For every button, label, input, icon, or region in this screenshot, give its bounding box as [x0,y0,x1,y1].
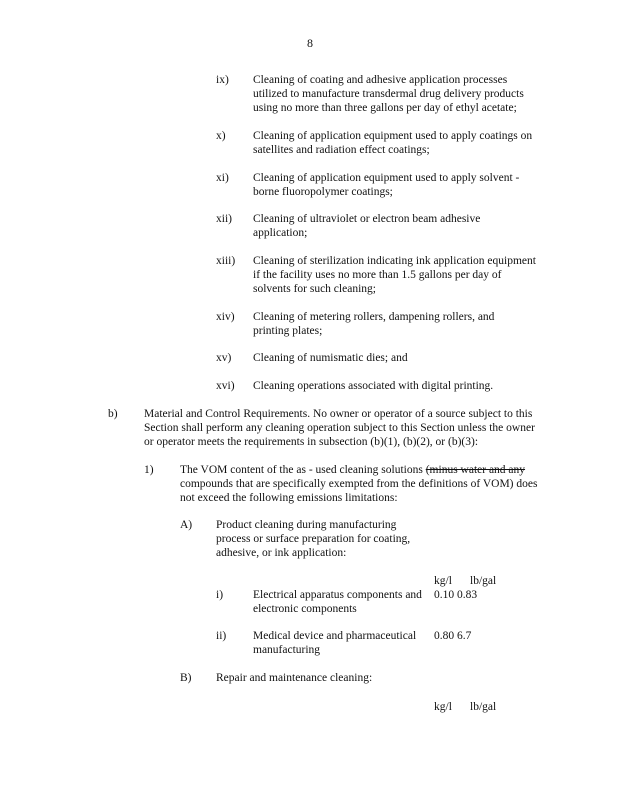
limit-row-kg: 0.80 [434,630,455,642]
list-item-number: x) [216,130,226,142]
limit-row-number: i) [216,589,224,601]
list-item-text: Cleaning of numismatic dies; and [253,352,408,364]
list-item-number: xii) [216,213,232,225]
struck-text: (minus water and any [425,464,526,476]
subsection-text: Repair and maintenance cleaning: [216,672,373,684]
unit-kg-header: kg/l [434,575,452,587]
list-item-text: Cleaning of metering rollers, dampening rollers, and printing plates; [253,311,495,337]
subsection-text [180,463,540,505]
subsection-label: A) [180,519,193,531]
list-item-text: Cleaning of application equipment used to apply solvent - borne fluoropolymer coatings; [253,172,520,198]
subsection-text: Product cleaning during manufacturing process or surface preparation for coating, adhesive, or ink application: [216,519,411,559]
section-label: b) [108,408,118,420]
page-number: 8 [307,36,313,50]
list-item-number: xv) [216,352,232,364]
list-item-number: xvi) [216,380,235,392]
list-item-text: Cleaning operations associated with digital printing. [253,380,494,392]
list-item-text: Cleaning of ultraviolet or electron beam adhesive application; [253,213,481,239]
list-item-text: Cleaning of application equipment used to apply coatings on satellites and radiation effect coatings; [253,130,533,156]
list-item-number: ix) [216,74,229,86]
unit-lb-header: lb/gal [470,701,497,713]
limit-row-kg: 0.10 [434,589,455,601]
limit-row-lb: 6.7 [457,630,472,642]
subsection-label: 1) [144,464,154,476]
section-text: Material and Control Requirements. No owner or operator of a source subject to this Section shall perform any cleaning operation subject to this Section unless the owner or operator meets the requirements in subsection (b)(1), (b)(2), or (b)(3): [144,408,535,448]
list-item-number: xi) [216,172,229,184]
subsection-text-before: The VOM content of the as - used cleaning solutions [180,464,426,476]
unit-lb-header: lb/gal [470,575,497,587]
unit-kg-header: kg/l [434,701,452,713]
limit-row-lb: 0.83 [457,589,478,601]
limit-row-description: Medical device and pharmaceutical manufacturing [253,630,417,656]
subsection-text-after: compounds that are specifically exempted from the definitions of VOM) does not exceed the following emissions limitations: [180,478,538,504]
subsection-label: B) [180,672,192,684]
list-item-number: xiv) [216,311,235,323]
limit-row-description: Electrical apparatus components and electronic components [253,589,422,615]
list-item-text: Cleaning of sterilization indicating ink application equipment if the facility uses no more than 1.5 gallons per day of solvents for such cleaning; [253,255,536,295]
list-item-number: xiii) [216,255,236,267]
list-item-text: Cleaning of coating and adhesive application processes utilized to manufacture transdermal drug delivery products using no more than three gallons per day of ethyl acetate; [253,74,524,114]
limit-row-number: ii) [216,630,227,642]
